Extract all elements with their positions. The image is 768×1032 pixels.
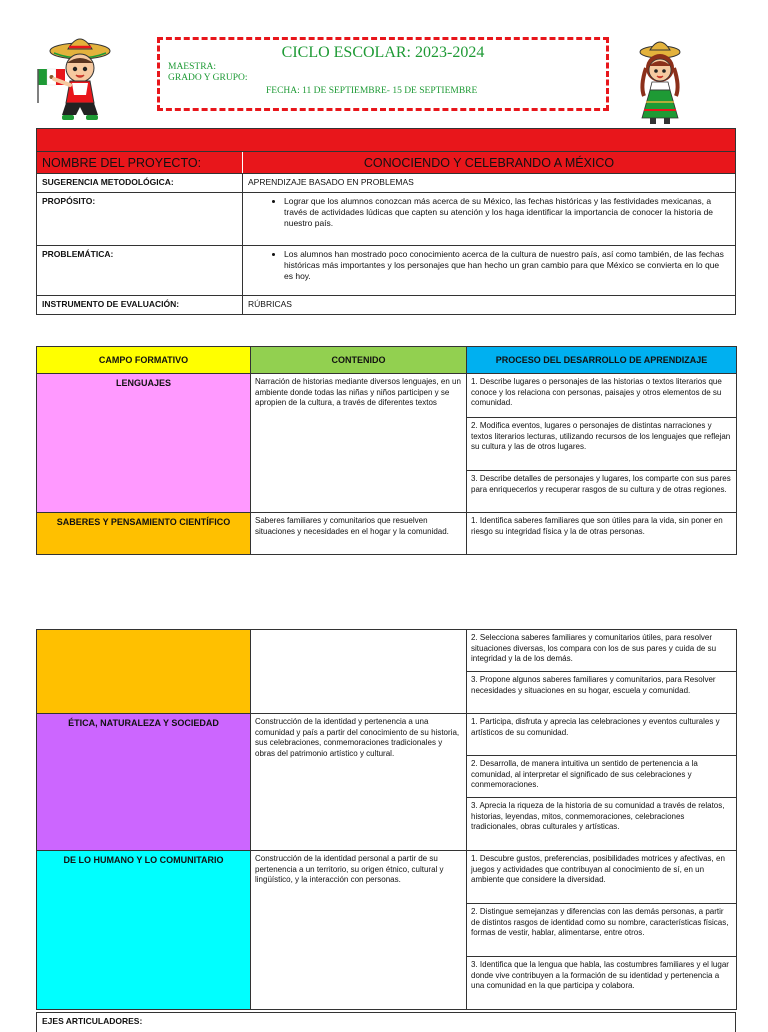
content-saberes: Saberes familiares y comunitarios que resuelven situaciones y necesidades en el hogar y la comunidad. [251,513,467,555]
etica-row-1 [37,714,737,756]
field-humano: DE LO HUMANO Y LO COMUNITARIO [37,851,251,1010]
saberes-row-2 [37,630,737,672]
field-saberes: SABERES Y PENSAMIENTO CIENTÍFICO [37,513,251,555]
teacher-label: MAESTRA: [168,62,217,72]
field-etica: ÉTICA, NATURALEZA Y SOCIEDAD [37,714,251,851]
fields-header-row [37,347,737,374]
process-item: 3. Propone algunos saberes familiares y comunitarios, para Resolver necesidades y situaciones en su hogar, escuela y comunidad. [467,672,737,714]
content-lenguajes: Narración de historias mediante diversos lenguajes, en un ambiente donde todas las niñas y niños participen y se apropien de la cultura, a través de diferentes textos [251,374,467,513]
project-name-label: NOMBRE DEL PROYECTO: [37,152,243,174]
fields-table-part-2 [36,629,737,1010]
date-range: FECHA: 11 DE SEPTIEMBRE- 15 DE SEPTIEMBRE [266,86,478,96]
content-saberes-continued [251,630,467,714]
process-item: 3. Aprecia la riqueza de la historia de su comunidad a través de relatos, historias, leyendas, mitos, conmemoraciones, celebraciones tradicionales, obras culturales y artísticas. [467,798,737,851]
process-item: 2. Desarrolla, de manera intuitiva un sentido de pertenencia a la comunidad, al interpretar el significado de sus celebraciones y conmemoraciones. [467,756,737,798]
grade-group-label: GRADO Y GRUPO: [168,73,248,83]
field-lenguajes: LENGUAJES [37,374,251,513]
header-box [157,37,609,111]
process-item: 1. Participa, disfruta y aprecia las celebraciones y eventos culturales y artísticos de su comunidad. [467,714,737,756]
process-item: 2. Selecciona saberes familiares y comunitarios útiles, para resolver situaciones diversas, los compara con los de sus pares y cuida de su integridad y la de los demás. [467,630,737,672]
red-banner-row [37,129,736,152]
purpose-value: • Lograr que los alumnos conozcan más acerca de su México, las fechas históricas y las festividades mexicanas, a través de actividades lúdicas que capten su atención y los haga identificar la importancia de conocer la historia de nuestro país. [284,196,730,229]
project-name-row [37,152,736,174]
problem-row [37,246,736,296]
girl-mascot-icon [630,38,690,130]
process-item: 1. Descubre gustos, preferencias, posibilidades motrices y afectivas, en juegos y actividades que contribuyan al conocimiento de sí, en un ambiente que considere la diversidad. [467,851,737,904]
instrument-value: RÚBRICAS [243,296,736,315]
content-humano: Construcción de la identidad personal a partir de su pertenencia a un territorio, su origen étnico, cultural y lingüístico, y la interacción con personas. [251,851,467,1010]
fields-table-part-1 [36,346,737,555]
humano-row-1 [37,851,737,904]
methodology-label: SUGERENCIA METODOLÓGICA: [37,174,243,193]
project-info-table [36,128,736,315]
content-etica: Construcción de la identidad y pertenencia a una comunidad y país a partir del conocimiento de su historia, sus celebraciones, conmemoraciones tradicionales y obras del patrimonio artístico y cultural. [251,714,467,851]
header-campo-formativo: CAMPO FORMATIVO [37,347,251,374]
process-item: 2. Distingue semejanzas y diferencias con las demás personas, a partir de distintos rasgos de identidad como su nombre, características físicas, formas de vestir, hablar, alimentarse, entre otros. [467,904,737,957]
process-item: 3. Describe detalles de personajes y lugares, los comparte con sus pares para enriquecerlos y recuperar rasgos de su cultura y de otras regiones. [467,471,737,513]
lenguajes-row-1 [37,374,737,418]
problem-label: PROBLEMÁTICA: [37,246,243,296]
field-saberes-continued [37,630,251,714]
mexico-flag-icon [38,69,65,103]
instrument-label: INSTRUMENTO DE EVALUACIÓN: [37,296,243,315]
instrument-row [37,296,736,315]
process-item: 3. Identifica que la lengua que habla, las costumbres familiares y el lugar donde vive contribuyen a la formación de su identidad y pertenencia a una comunidad en la que participa y colabora. [467,957,737,1010]
saberes-row-1 [37,513,737,555]
process-item: 2. Modifica eventos, lugares o personajes de distintas narraciones y textos literarios lecturas, utilizando recursos de los lenguajes que reflejan su cultura y las de otros lugares. [467,418,737,471]
header-contenido: CONTENIDO [251,347,467,374]
project-name-value: CONOCIENDO Y CELEBRANDO A MÉXICO [243,152,736,174]
methodology-value: APRENDIZAJE BASADO EN PROBLEMAS [243,174,736,193]
process-item: 1. Identifica saberes familiares que son útiles para la vida, sin poner en riesgo su integridad física y la de otras personas. [467,513,737,555]
purpose-row [37,193,736,246]
ejes-articuladores-label: EJES ARTICULADORES: [36,1012,736,1032]
problem-value: • Los alumnos han mostrado poco conocimiento acerca de la cultura de nuestro país, así como también, de las fechas históricas más importantes y los personajes que han hecho un gran cambio para que México se convierta en lo que es hoy. [284,249,730,282]
page-title: CICLO ESCOLAR: 2023-2024 [281,44,485,61]
boy-mascot-icon [34,33,114,123]
header-proceso: PROCESO DEL DESARROLLO DE APRENDIZAJE [467,347,737,374]
purpose-label: PROPÓSITO: [37,193,243,246]
process-item: 1. Describe lugares o personajes de las historias o textos literarios que conoce y los relaciona con personas, paisajes y otros elementos de su comunidad. [467,374,737,418]
methodology-row [37,174,736,193]
